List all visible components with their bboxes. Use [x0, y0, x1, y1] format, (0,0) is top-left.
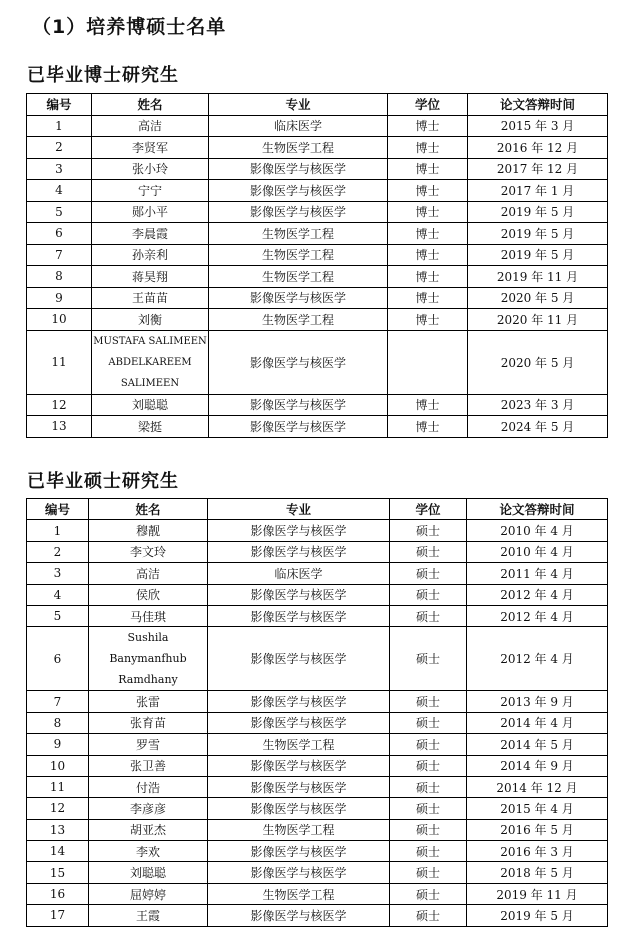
cell-major: 影像医学与核医学	[208, 584, 390, 605]
cell-degree: 博士	[388, 223, 468, 245]
cell-major: 生物医学工程	[208, 734, 390, 755]
cell-name: 宁宁	[92, 180, 209, 202]
table-row	[27, 180, 608, 202]
cell-degree: 硕士	[390, 798, 467, 819]
phd-section-heading: 已毕业博士研究生	[27, 65, 179, 86]
cell-major: 临床医学	[209, 115, 388, 137]
cell-degree: 博士	[388, 287, 468, 309]
cell-defense-date: 2024 年 5 月	[468, 416, 608, 438]
cell-degree: 硕士	[390, 755, 467, 776]
cell-major: 影像医学与核医学	[208, 712, 390, 733]
cell-number: 5	[27, 605, 89, 626]
table-header-row	[27, 94, 608, 116]
masters-graduates-table	[26, 498, 608, 927]
column-header-major: 专业	[208, 499, 390, 520]
cell-defense-date: 2015 年 3 月	[468, 115, 608, 137]
cell-defense-date: 2019 年 5 月	[468, 223, 608, 245]
cell-degree: 硕士	[390, 862, 467, 883]
table-row	[27, 330, 608, 394]
cell-defense-date: 2012 年 4 月	[467, 584, 608, 605]
cell-defense-date: 2016 年 3 月	[467, 841, 608, 862]
cell-number: 11	[27, 330, 92, 394]
cell-degree: 硕士	[390, 520, 467, 541]
cell-major: 影像医学与核医学	[208, 541, 390, 562]
cell-defense-date: 2014 年 9 月	[467, 755, 608, 776]
cell-defense-date: 2015 年 4 月	[467, 798, 608, 819]
cell-name: 罗雪	[89, 734, 208, 755]
column-header-defense-date: 论文答辩时间	[468, 94, 608, 116]
cell-defense-date: 2014 年 12 月	[467, 776, 608, 797]
cell-name: 刘聪聪	[92, 394, 209, 416]
cell-defense-date: 2011 年 4 月	[467, 563, 608, 584]
cell-defense-date: 2010 年 4 月	[467, 541, 608, 562]
cell-number: 15	[27, 862, 89, 883]
cell-major: 影像医学与核医学	[208, 776, 390, 797]
cell-degree: 硕士	[390, 627, 467, 691]
cell-defense-date: 2020 年 5 月	[468, 287, 608, 309]
cell-degree: 博士	[388, 201, 468, 223]
cell-number: 7	[27, 691, 89, 712]
table-row	[27, 266, 608, 288]
masters-table-body	[27, 520, 608, 926]
cell-major: 临床医学	[208, 563, 390, 584]
cell-degree	[388, 330, 468, 394]
cell-name: 刘衡	[92, 309, 209, 331]
cell-major: 影像医学与核医学	[209, 416, 388, 438]
cell-major: 影像医学与核医学	[209, 330, 388, 394]
cell-defense-date: 2012 年 4 月	[467, 627, 608, 691]
cell-major: 影像医学与核医学	[208, 841, 390, 862]
cell-major: 影像医学与核医学	[208, 905, 390, 926]
cell-number: 1	[27, 520, 89, 541]
cell-number: 14	[27, 841, 89, 862]
cell-degree: 硕士	[390, 605, 467, 626]
table-row	[27, 201, 608, 223]
cell-name: 蒋昊翔	[92, 266, 209, 288]
cell-number: 4	[27, 584, 89, 605]
table-row	[27, 223, 608, 245]
page-title: （1）培养博硕士名单	[32, 16, 227, 38]
table-row	[27, 819, 608, 840]
cell-degree: 博士	[388, 244, 468, 266]
cell-major: 影像医学与核医学	[209, 287, 388, 309]
cell-defense-date: 2017 年 12 月	[468, 158, 608, 180]
cell-number: 6	[27, 223, 92, 245]
cell-name: 刘聪聪	[89, 862, 208, 883]
column-header-name: 姓名	[92, 94, 209, 116]
table-header-row	[27, 499, 608, 520]
cell-name: 李晨霞	[92, 223, 209, 245]
table-row	[27, 287, 608, 309]
table-row	[27, 563, 608, 584]
table-row	[27, 905, 608, 926]
cell-degree: 硕士	[390, 734, 467, 755]
cell-number: 2	[27, 541, 89, 562]
column-header-name: 姓名	[89, 499, 208, 520]
cell-number: 3	[27, 563, 89, 584]
cell-defense-date: 2012 年 4 月	[467, 605, 608, 626]
cell-degree: 硕士	[390, 841, 467, 862]
cell-major: 生物医学工程	[209, 223, 388, 245]
cell-name: 梁挺	[92, 416, 209, 438]
cell-number: 7	[27, 244, 92, 266]
cell-defense-date: 2019 年 11 月	[467, 883, 608, 904]
cell-major: 生物医学工程	[209, 137, 388, 159]
table-row	[27, 584, 608, 605]
name-line: MUSTAFA SALIMEEN	[93, 335, 207, 347]
cell-number: 2	[27, 137, 92, 159]
cell-major: 影像医学与核医学	[208, 691, 390, 712]
cell-degree: 硕士	[390, 883, 467, 904]
cell-name: 李彦彦	[89, 798, 208, 819]
cell-name: 张雷	[89, 691, 208, 712]
cell-number: 6	[27, 627, 89, 691]
cell-major: 影像医学与核医学	[209, 158, 388, 180]
cell-major: 生物医学工程	[209, 309, 388, 331]
cell-degree: 硕士	[390, 563, 467, 584]
cell-name: 孙亲利	[92, 244, 209, 266]
cell-number: 10	[27, 309, 92, 331]
cell-name: 胡亚杰	[89, 819, 208, 840]
cell-name: 李贤军	[92, 137, 209, 159]
table-row	[27, 115, 608, 137]
cell-major: 影像医学与核医学	[208, 605, 390, 626]
cell-name: 侯欣	[89, 584, 208, 605]
table-row	[27, 309, 608, 331]
cell-number: 5	[27, 201, 92, 223]
cell-defense-date: 2020 年 11 月	[468, 309, 608, 331]
cell-major: 影像医学与核医学	[209, 201, 388, 223]
name-line: SALIMEEN	[120, 377, 180, 389]
column-header-degree: 学位	[388, 94, 468, 116]
table-row	[27, 734, 608, 755]
table-row	[27, 755, 608, 776]
name-line: Banymanfhub	[109, 652, 187, 666]
cell-degree: 硕士	[390, 819, 467, 840]
cell-defense-date: 2019 年 5 月	[467, 905, 608, 926]
cell-degree: 博士	[388, 394, 468, 416]
masters-section-heading: 已毕业硕士研究生	[27, 471, 179, 492]
cell-number: 13	[27, 819, 89, 840]
phd-table-body	[27, 115, 608, 437]
cell-name: 高洁	[89, 563, 208, 584]
column-header-number: 编号	[27, 499, 89, 520]
cell-defense-date: 2019 年 11 月	[468, 266, 608, 288]
cell-degree: 硕士	[390, 691, 467, 712]
cell-name: 王苗苗	[92, 287, 209, 309]
cell-name: 屈婷婷	[89, 883, 208, 904]
table-row	[27, 712, 608, 733]
cell-number: 8	[27, 266, 92, 288]
cell-degree: 博士	[388, 416, 468, 438]
cell-name: 王霞	[89, 905, 208, 926]
phd-graduates-table	[26, 93, 608, 438]
cell-degree: 博士	[388, 309, 468, 331]
cell-number: 10	[27, 755, 89, 776]
cell-defense-date: 2014 年 4 月	[467, 712, 608, 733]
table-row	[27, 798, 608, 819]
cell-major: 影像医学与核医学	[208, 862, 390, 883]
cell-name: 张小玲	[92, 158, 209, 180]
cell-name: 高洁	[92, 115, 209, 137]
cell-name: 李文玲	[89, 541, 208, 562]
table-row	[27, 691, 608, 712]
cell-degree: 博士	[388, 158, 468, 180]
cell-degree: 博士	[388, 180, 468, 202]
cell-defense-date: 2018 年 5 月	[467, 862, 608, 883]
cell-degree: 硕士	[390, 584, 467, 605]
table-row	[27, 605, 608, 626]
cell-number: 1	[27, 115, 92, 137]
cell-number: 16	[27, 883, 89, 904]
name-line: Sushila	[127, 631, 169, 645]
table-row	[27, 627, 608, 691]
table-row	[27, 244, 608, 266]
cell-number: 4	[27, 180, 92, 202]
cell-name: 付浩	[89, 776, 208, 797]
table-row	[27, 862, 608, 883]
cell-defense-date: 2014 年 5 月	[467, 734, 608, 755]
cell-name: 马佳琪	[89, 605, 208, 626]
table-row	[27, 841, 608, 862]
cell-defense-date: 2020 年 5 月	[468, 330, 608, 394]
cell-major: 生物医学工程	[209, 244, 388, 266]
table-row	[27, 520, 608, 541]
cell-name: 郧小平	[92, 201, 209, 223]
cell-defense-date: 2010 年 4 月	[467, 520, 608, 541]
cell-name: 穆靓	[89, 520, 208, 541]
cell-name: 李欢	[89, 841, 208, 862]
cell-major: 影像医学与核医学	[208, 798, 390, 819]
table-row	[27, 776, 608, 797]
cell-major: 影像医学与核医学	[209, 180, 388, 202]
cell-defense-date: 2016 年 5 月	[467, 819, 608, 840]
cell-number: 12	[27, 798, 89, 819]
column-header-degree: 学位	[390, 499, 467, 520]
cell-defense-date: 2019 年 5 月	[468, 201, 608, 223]
cell-number: 3	[27, 158, 92, 180]
cell-degree: 硕士	[390, 905, 467, 926]
cell-degree: 博士	[388, 137, 468, 159]
table-row	[27, 137, 608, 159]
cell-degree: 硕士	[390, 712, 467, 733]
cell-degree: 硕士	[390, 541, 467, 562]
cell-number: 13	[27, 416, 92, 438]
cell-number: 9	[27, 734, 89, 755]
cell-major: 生物医学工程	[209, 266, 388, 288]
column-header-major: 专业	[209, 94, 388, 116]
column-header-defense-date: 论文答辩时间	[467, 499, 608, 520]
cell-number: 11	[27, 776, 89, 797]
cell-major: 生物医学工程	[208, 819, 390, 840]
cell-major: 影像医学与核医学	[208, 755, 390, 776]
cell-number: 8	[27, 712, 89, 733]
table-row	[27, 541, 608, 562]
cell-name: 张卫善	[89, 755, 208, 776]
cell-degree: 博士	[388, 115, 468, 137]
cell-number: 12	[27, 394, 92, 416]
cell-defense-date: 2017 年 1 月	[468, 180, 608, 202]
table-row	[27, 158, 608, 180]
cell-defense-date: 2023 年 3 月	[468, 394, 608, 416]
cell-number: 9	[27, 287, 92, 309]
column-header-number: 编号	[27, 94, 92, 116]
cell-name: 张育苗	[89, 712, 208, 733]
cell-name	[89, 627, 208, 691]
cell-number: 17	[27, 905, 89, 926]
cell-defense-date: 2019 年 5 月	[468, 244, 608, 266]
table-row	[27, 394, 608, 416]
name-line: ABDELKAREEM	[108, 356, 192, 368]
cell-major: 影像医学与核医学	[208, 627, 390, 691]
table-row	[27, 883, 608, 904]
table-row	[27, 416, 608, 438]
cell-major: 生物医学工程	[208, 883, 390, 904]
name-line: Ramdhany	[118, 673, 178, 687]
cell-major: 影像医学与核医学	[209, 394, 388, 416]
cell-defense-date: 2016 年 12 月	[468, 137, 608, 159]
cell-defense-date: 2013 年 9 月	[467, 691, 608, 712]
cell-degree: 博士	[388, 266, 468, 288]
cell-degree: 硕士	[390, 776, 467, 797]
cell-name	[92, 330, 209, 394]
cell-major: 影像医学与核医学	[208, 520, 390, 541]
